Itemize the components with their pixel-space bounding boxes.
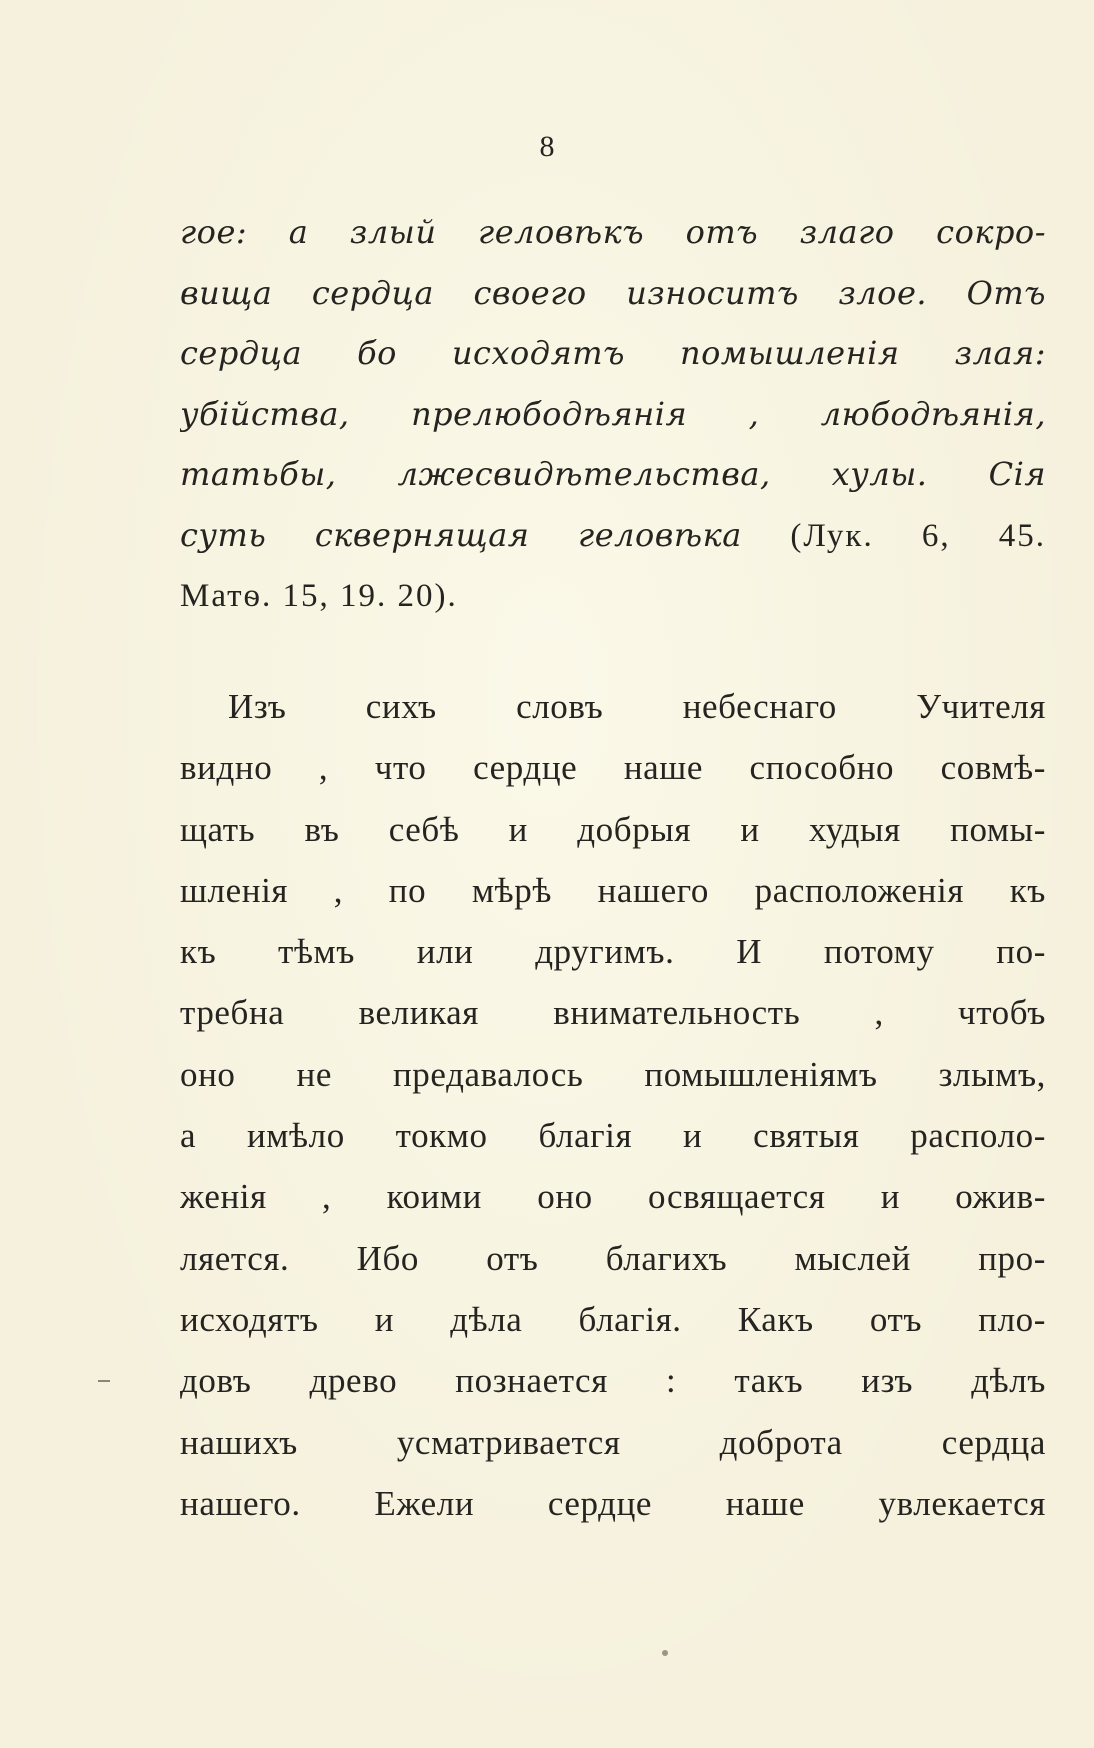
paragraph-line: исходятъ и дѣла благія. Какъ отъ пло- xyxy=(180,1299,1046,1339)
margin-mark xyxy=(98,1380,110,1382)
paragraph-line: ляется. Ибо отъ благихъ мыслей про- xyxy=(180,1238,1046,1278)
paper-speck xyxy=(662,1650,668,1656)
quote-line xyxy=(180,505,1046,566)
page-number: 8 xyxy=(539,130,555,163)
paragraph-line: требна великая внимательность , чтобъ xyxy=(180,993,1046,1033)
quote-line xyxy=(180,565,1046,626)
scripture-quote xyxy=(180,202,1046,626)
quote-line: татьбы, лжесвидѣтельства, хулы. Сія xyxy=(180,455,1046,493)
paragraph-line: женія , коими оно освящается и ожив- xyxy=(180,1177,1046,1217)
paragraph-line: нашего. Ежели сердце наше увлекается xyxy=(180,1483,1046,1523)
paragraph-line: Изъ сихъ словъ небеснаго Учителя xyxy=(228,687,1046,726)
paragraph-line: къ тѣмъ или другимъ. И потому по- xyxy=(180,932,1046,972)
quote-line: вища сердца своего износитъ злое. Отъ xyxy=(180,273,1046,312)
quote-line-text: суть сквернящая геловѣка xyxy=(180,515,742,554)
quote-line: сердца бо исходятъ помышленія злая: xyxy=(180,334,1046,372)
quote-line: гое: а злый геловѣкъ отъ злаго сокро- xyxy=(180,213,1046,251)
paragraph-line: щать въ себѣ и добрыя и худыя помы- xyxy=(180,809,1046,849)
paragraph-line: довъ древо познается : такъ изъ дѣлъ xyxy=(180,1361,1046,1401)
paragraph-line: шленія , по мѣрѣ нашего расположенія къ xyxy=(180,870,1046,910)
bible-reference: Матѳ. 15, 19. 20). xyxy=(180,578,458,614)
paragraph-line: а имѣло токмо благія и святыя располо- xyxy=(180,1116,1046,1156)
paragraph-line: видно , что сердце наше способно совмѣ- xyxy=(180,748,1046,788)
bible-reference: (Лук. 6, 45. xyxy=(790,517,1046,554)
quote-line: убійства, прелюбодѣянія , любодѣянія, xyxy=(180,394,1046,433)
paragraph-line: оно не предавалось помышленіямъ злымъ, xyxy=(180,1054,1046,1094)
paragraph-line: нашихъ усматривается доброта сердца xyxy=(180,1422,1046,1462)
body-paragraph xyxy=(180,676,1046,1534)
